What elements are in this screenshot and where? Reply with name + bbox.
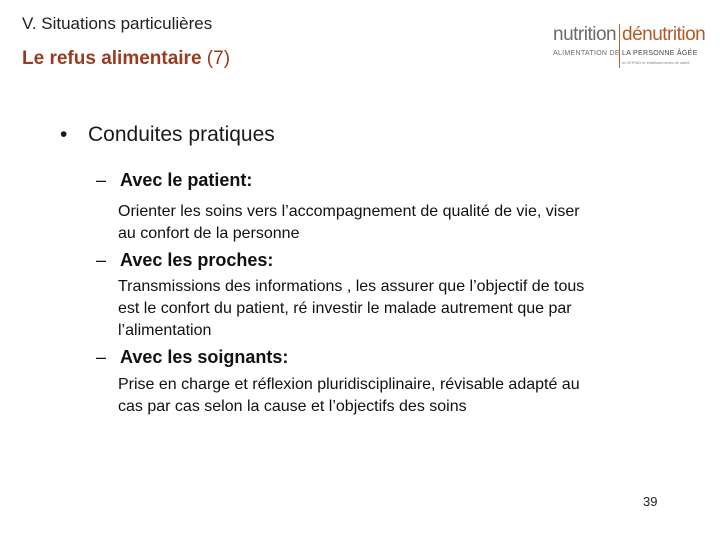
page-title	[22, 48, 230, 70]
main-bullet	[60, 123, 275, 147]
main-bullet-label: Conduites pratiques	[88, 123, 275, 146]
dash-icon: –	[96, 250, 107, 270]
section-heading-label: Avec les soignants:	[120, 347, 289, 367]
section-heading-label: Avec les proches:	[120, 250, 274, 270]
page-title-bold: Le refus alimentaire	[22, 48, 202, 69]
section-text-proches: Transmissions des informations , les assurer que l’objectif de tous est le confort du patient, ré investir le malade autrement que par l’alimentation	[118, 278, 585, 339]
section-heading-proches	[96, 250, 273, 271]
section-heading-label: Avec le patient:	[120, 170, 253, 190]
logo-caption-left: ALIMENTATION DE	[553, 50, 620, 57]
logo-word-denutrition: dénutrition	[622, 24, 706, 45]
logo-caption-right: LA PERSONNE ÂGÉE	[622, 50, 698, 57]
section-title: V. Situations particulières	[22, 14, 213, 33]
section-heading-soignants	[96, 347, 288, 368]
logo-tagline: en EHPAD et établissements de santé	[622, 60, 690, 65]
page-number: 39	[643, 494, 658, 509]
dash-icon: –	[96, 347, 107, 367]
dash-icon: –	[96, 170, 107, 190]
page-title-number: (7)	[201, 48, 231, 69]
logo-word-nutrition: nutrition	[553, 24, 617, 45]
section-heading-patient	[96, 170, 252, 191]
nutrition-denutrition-logo	[553, 22, 706, 70]
section-text-soignants: Prise en charge et réflexion pluridisciplinaire, révisable adapté au cas par cas selon la cause et l’objectifs des soins	[118, 376, 580, 415]
bullet-dot-icon: •	[60, 123, 68, 146]
section-text-patient: Orienter les soins vers l’accompagnement de qualité de vie, viser au confort de la personne	[118, 203, 580, 242]
logo-divider	[619, 24, 620, 68]
